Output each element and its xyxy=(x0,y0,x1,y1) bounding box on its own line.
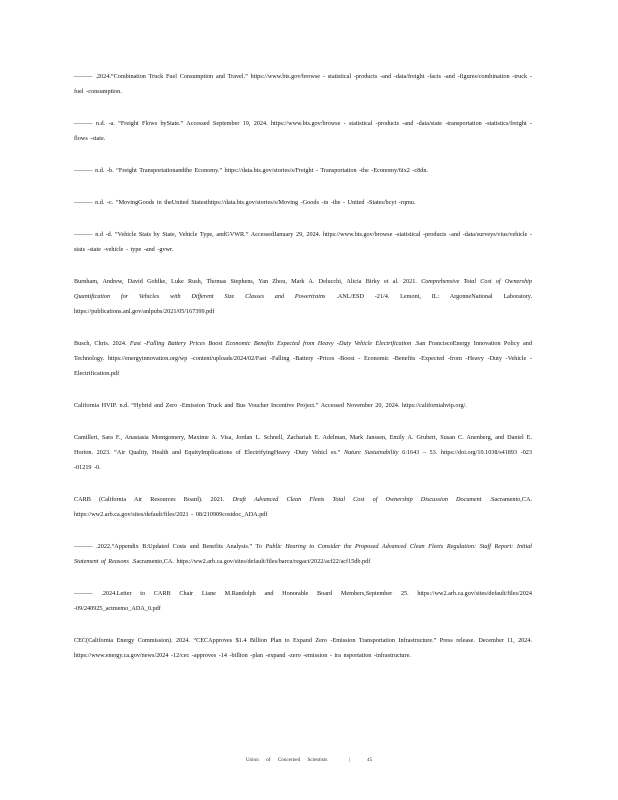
footer-publisher: Union of Concerned Scientists xyxy=(245,757,328,763)
reference-italic-title: Fast -Falling Battery Prices Boost Economic Benefits Expected from Heavy -Duty Vehicle Electrification xyxy=(129,340,412,347)
reference-text: Camilleri, Sara F., Anastasia Montgomery, Maxime A. Visa, Jordan L. Schnell, Zachariah E. Adelman, Mark Janssen, Emily A. Grubert, Susan C. Anenberg, and Daniel E. Horton. 2023. “Air Quality, Health and EquityImplications of ElectrifyingHeavy -Duty Vehicl es.” xyxy=(74,434,532,456)
reference-text: CEC(California Energy Commission). 2024. “CECApproves $1.4 Billion Plan to Expand Zero -Emission Transportation Infrastructure.” Press release. December 11, 2024. https://www.energy.ca.gov/news/2024 -12/cec -approves -14 -billion -plan -expand -zero -emission - tra nsportation -infrastructure. xyxy=(74,637,532,659)
reference-italic-title: Comprehensive Total Cost of Ownership Quantification for Vehicles with Different Size Classes and Powertrains xyxy=(74,278,533,300)
reference-entry xyxy=(74,195,532,210)
reference-entry xyxy=(74,336,532,381)
reference-italic-title: Public Hearing to Consider the Proposed Advanced Clean Fleets Regulation: Staff Report: Initial Statement of Reasons xyxy=(74,543,533,565)
reference-entry xyxy=(74,163,532,178)
reference-text: ——— n.d -d. “Vehicle Stats by State, Vehicle Type, andGVWR.” AccessedJanuary 29, 2024. https://www.bts.gov/browse -statistical -products -and -data/surveys/vius/vehicle -stats -state -vehicle - type -and -gvwr. xyxy=(74,231,532,253)
reference-text: ——— .2024.“Combination Truck Fuel Consumption and Travel.” https://www.bts.gov/browse - statistical -products -and -data/freight -facts -and -figures/combination -truck -fuel -consumption. xyxy=(74,73,532,95)
reference-text: Busch, Chris. 2024. xyxy=(74,340,130,347)
reference-text: .San FranciscoEnergy Innovation Policy and Technology. https://energyinnovation.org/wp -content/uploads/2024/02/Fast -Falling -Battery -Prices -Boost - Economic -Benefits -Expected -from -Heavy -Duty -Vehicle -Electrification.pdf xyxy=(74,340,532,377)
reference-text: ——— .2022.“Appendix B:Updated Costs and Benefits Analysis.” To xyxy=(74,543,266,550)
reference-text: California HVIP. n.d. “Hybrid and Zero -Emission Truck and Bus Voucher Incentive Project.” Accessed November 20, 2024. https://californiahvip.org/. xyxy=(74,402,467,409)
footer-separator: | xyxy=(348,757,350,763)
reference-text: ——— n.d. -a. “Freight Flows byState.” Accessed September 19, 2024. https://www.bts.gov/browse - statistical -products -and -data/state -transportation -statistics/freight -flows -state. xyxy=(74,120,532,142)
page-number: 45 xyxy=(367,757,373,763)
reference-entry xyxy=(74,398,532,413)
reference-text: .ANL/ESD -21/4. Lemont, IL: ArgonneNational Laboratory. https://publications.anl.gov/anlpubs/2021/05/167399.pdf xyxy=(74,293,533,315)
reference-entry xyxy=(74,274,532,319)
page-footer xyxy=(0,757,618,763)
reference-entry xyxy=(74,586,532,616)
reference-entry xyxy=(74,69,532,99)
reference-entry xyxy=(74,492,532,522)
reference-italic-title: Draft Advanced Clean Fleets Total Cost of Ownership Discussion Document xyxy=(232,496,482,503)
reference-entry xyxy=(74,227,532,257)
references-list xyxy=(74,69,532,680)
reference-entry xyxy=(74,539,532,569)
reference-entry xyxy=(74,430,532,475)
reference-text: ——— .2024.Letter to CARB Chair Liane M.Randolph and Honorable Board Members,September 25. https://ww2.arb.ca.gov/sites/default/files/2024 -09/240925_actmemo_ADA_0.pdf xyxy=(74,590,532,612)
reference-text: .Sacramento,CA. https://ww2.arb.ca.gov/sites/default/files/barcu/regact/2022/acf22/acf15db.pdf xyxy=(128,558,371,565)
reference-text: .Sacramento,CA. https://ww2.arb.ca.gov/sites/default/files/2021 - 08/210909costdoc_ADA.pdf xyxy=(74,496,532,518)
reference-italic-title: Nature Sustainability xyxy=(343,449,399,456)
reference-entry xyxy=(74,633,532,663)
reference-text: ——— n.d. -b. “Freight Transportationandthe Economy.” https://data.bts.gov/stories/s/Freight - Transportation -the -Economy/6ix2 -c8dn. xyxy=(74,167,428,174)
reference-text: CARB (California Air Resources Board). 2021. xyxy=(74,496,233,503)
reference-text: 6:1643 – 53. https://doi.org/10.1038/s41893 -023 -01219 -0. xyxy=(74,449,532,471)
reference-entry xyxy=(74,116,532,146)
reference-text: ——— n.d. -c. “MovingGoods in theUnited Statesthttps://data.bts.gov/stories/s/Moving -Goods -in -the - United -States/bcyt -rqmu. xyxy=(74,199,416,206)
reference-text: Burnham, Andrew, David Gohlke, Luke Rush, Thomas Stephens, Yan Zhou, Mark A. Delucchi, Alicia Birky et al. 2021. xyxy=(74,278,422,285)
